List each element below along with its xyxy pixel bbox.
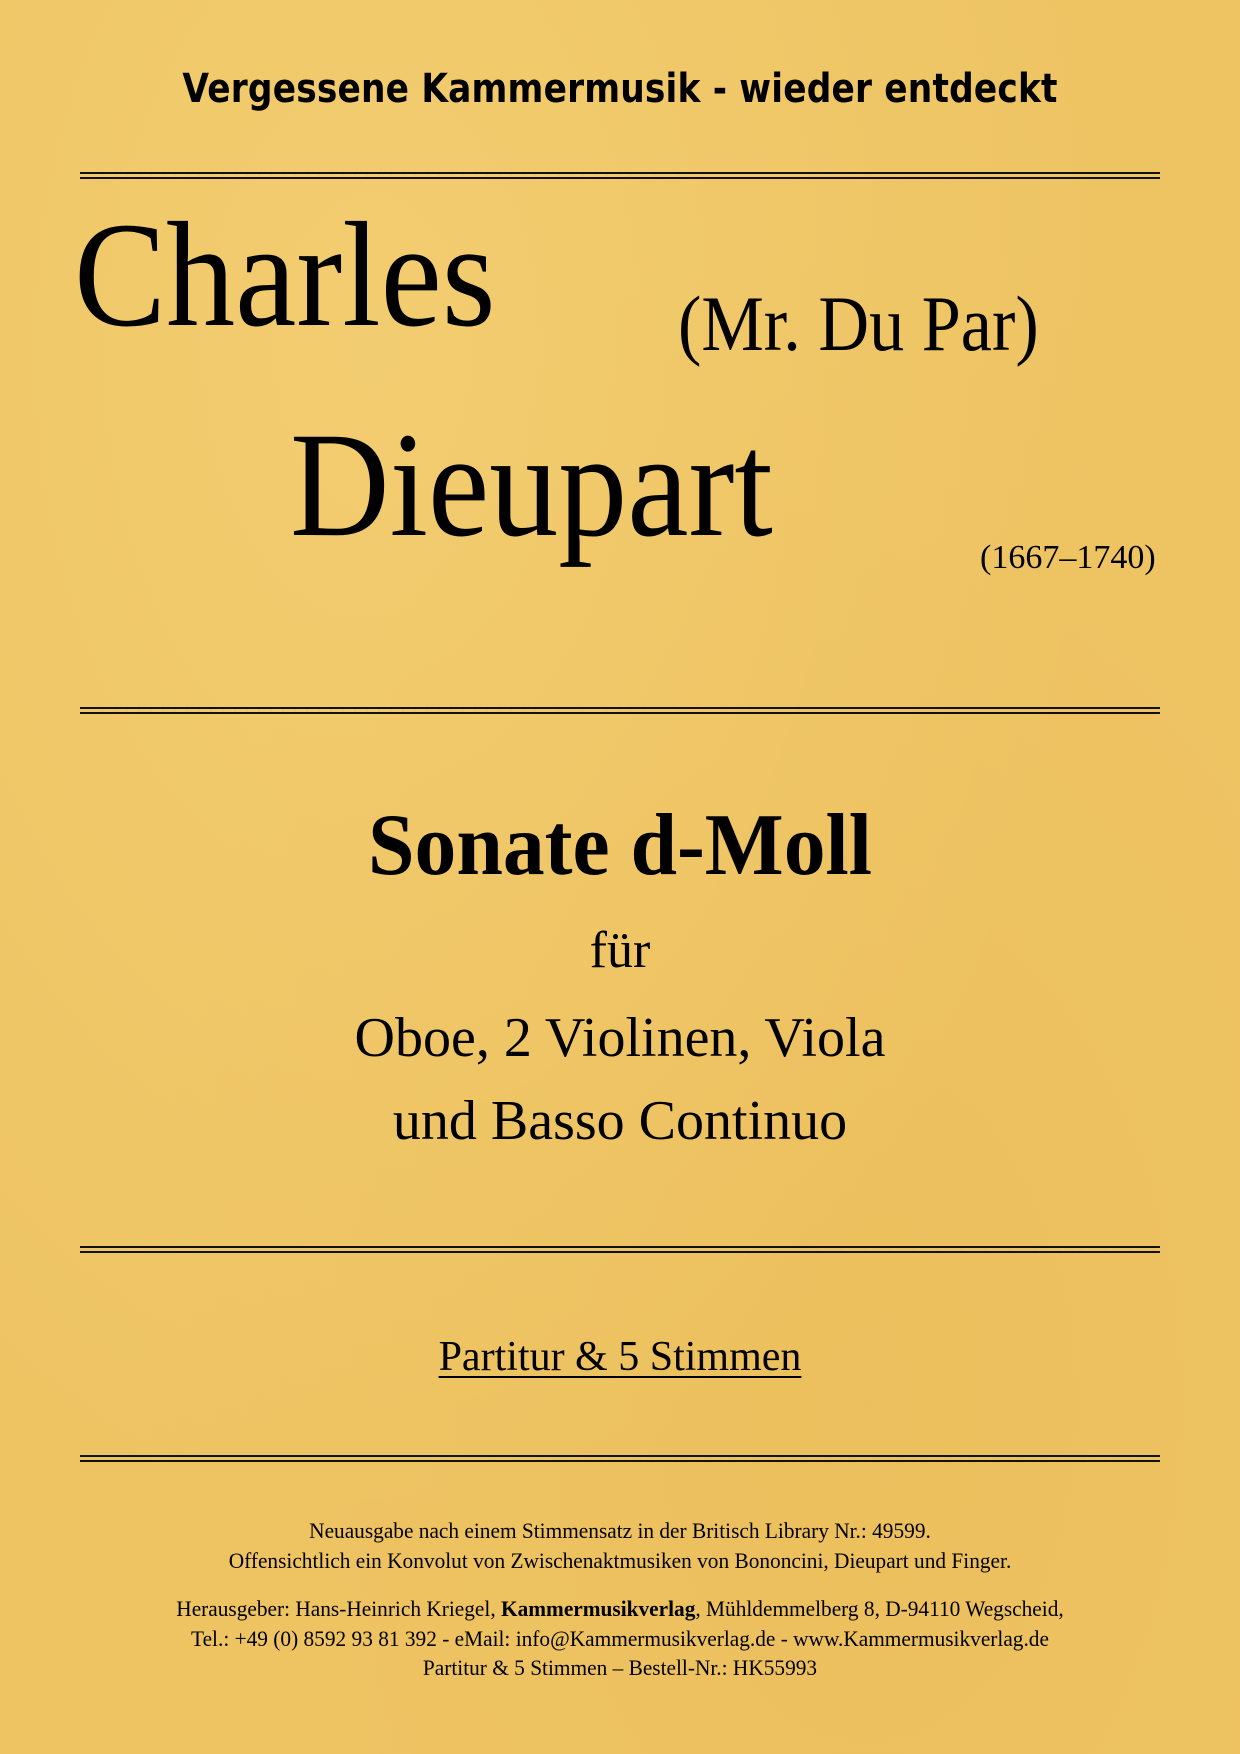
contact-line: [19, 1628, 1222, 1650]
phone-text: Tel.: +49 (0) 8592 93 81 392 - eMail:: [191, 1626, 516, 1651]
series-title: Vergessene Kammermusik - wieder entdeckt: [182, 66, 1058, 112]
edition-label: [0, 1336, 1240, 1378]
divider: [80, 1455, 1160, 1462]
website-link[interactable]: www.Kammermusikverlag.de: [793, 1626, 1049, 1651]
separator: -: [775, 1626, 794, 1651]
divider: [80, 172, 1160, 179]
divider: [80, 1246, 1160, 1253]
composer-dates: (1667–1740): [980, 539, 1156, 576]
source-note: Neuausgabe nach einem Stimmensatz in der Britisch Library Nr.: 49599.: [309, 1518, 931, 1543]
publisher-name: Kammermusikverlag: [500, 1596, 696, 1621]
email-link[interactable]: info@Kammermusikverlag.de: [515, 1626, 776, 1651]
divider: [80, 707, 1160, 714]
composer-last-name: Dieupart: [290, 402, 773, 568]
instrumentation-line-1: Oboe, 2 Violinen, Viola: [354, 1007, 886, 1069]
work-title: Sonate d-Moll: [368, 797, 872, 894]
instrumentation-line-2: und Basso Continuo: [392, 1090, 848, 1152]
editor-text: Herausgeber: Hans-Heinrich Kriegel,: [176, 1596, 501, 1621]
order-number: Partitur & 5 Stimmen – Bestell-Nr.: HK55993: [422, 1655, 818, 1680]
publisher-address: , Mühldemmelberg 8, D-94110 Wegscheid,: [695, 1596, 1064, 1621]
composer-alias: (Mr. Du Par): [678, 280, 1039, 367]
content-note: Offensichtlich ein Konvolut von Zwischenaktmusiken von Bononcini, Dieupart und Finger.: [228, 1548, 1012, 1573]
for-label: für: [589, 922, 651, 979]
publisher-line: [19, 1598, 1222, 1620]
composer-first-name: Charles: [74, 192, 496, 358]
edition-label-text: Partitur & 5 Stimmen: [438, 1334, 802, 1380]
